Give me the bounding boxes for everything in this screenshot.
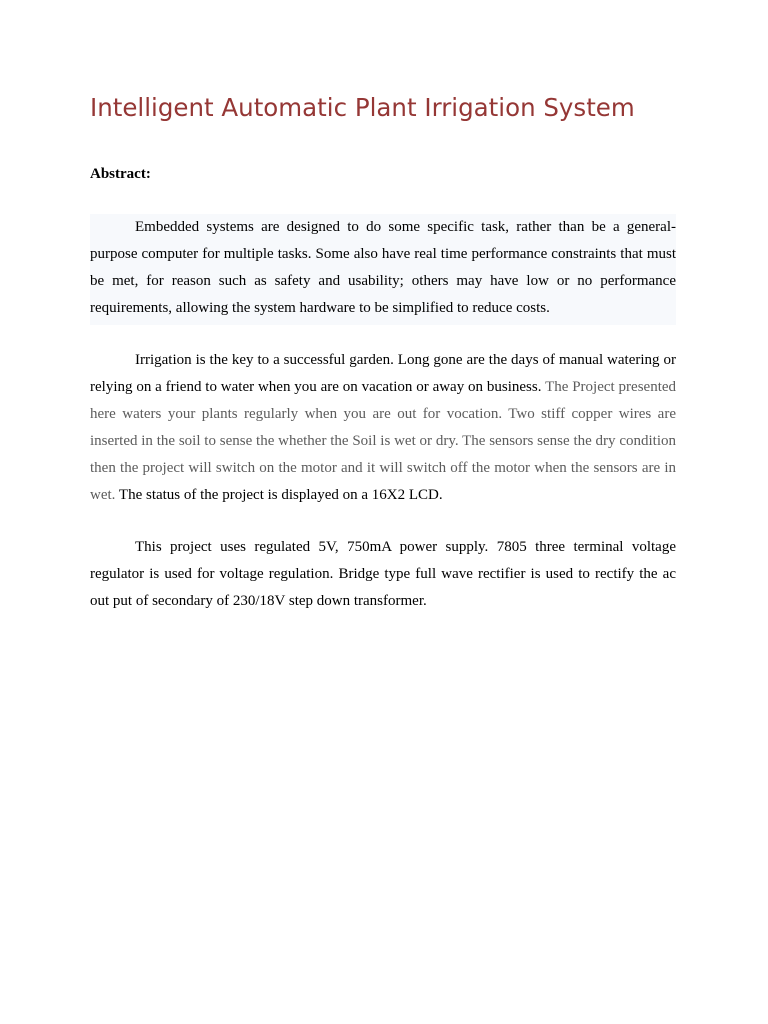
- paragraph-irrigation-description: The Project presented here waters your plants regularly when you are out for vocation. Two stiff copper wires are inserted in the soil to sense the whether the Soil is wet or dry. The sensors sense the dry condition then the project will switch on the motor and it will switch off the motor when the sensors are in wet.: [90, 379, 677, 503]
- paragraph-irrigation-intro: Irrigation is the key to a successful garden. Long gone are the days of manual watering or relying on a friend to water when you are on vacation or away on business.: [90, 352, 676, 395]
- paragraph-irrigation-lcd-status: The status of the project is displayed on a 16X2 LCD.: [118, 487, 443, 503]
- paragraph-irrigation: [90, 347, 676, 509]
- abstract-heading: Abstract:: [90, 166, 151, 182]
- document-title: Intelligent Automatic Plant Irrigation System: [90, 93, 635, 122]
- paragraph-embedded-systems: Embedded systems are designed to do some specific task, rather than be a general-purpose computer for multiple tasks. Some also have real time performance constraints that must be met, for reason such as safety and usability; others may have low or no performance requirements, allowing the system hardware to be simplified to reduce costs.: [90, 214, 676, 325]
- paragraph-power-supply: This project uses regulated 5V, 750mA power supply. 7805 three terminal voltage regulator is used for voltage regulation. Bridge type full wave rectifier is used to rectify the ac out put of secondary of 230/18V step down transformer.: [90, 539, 676, 609]
